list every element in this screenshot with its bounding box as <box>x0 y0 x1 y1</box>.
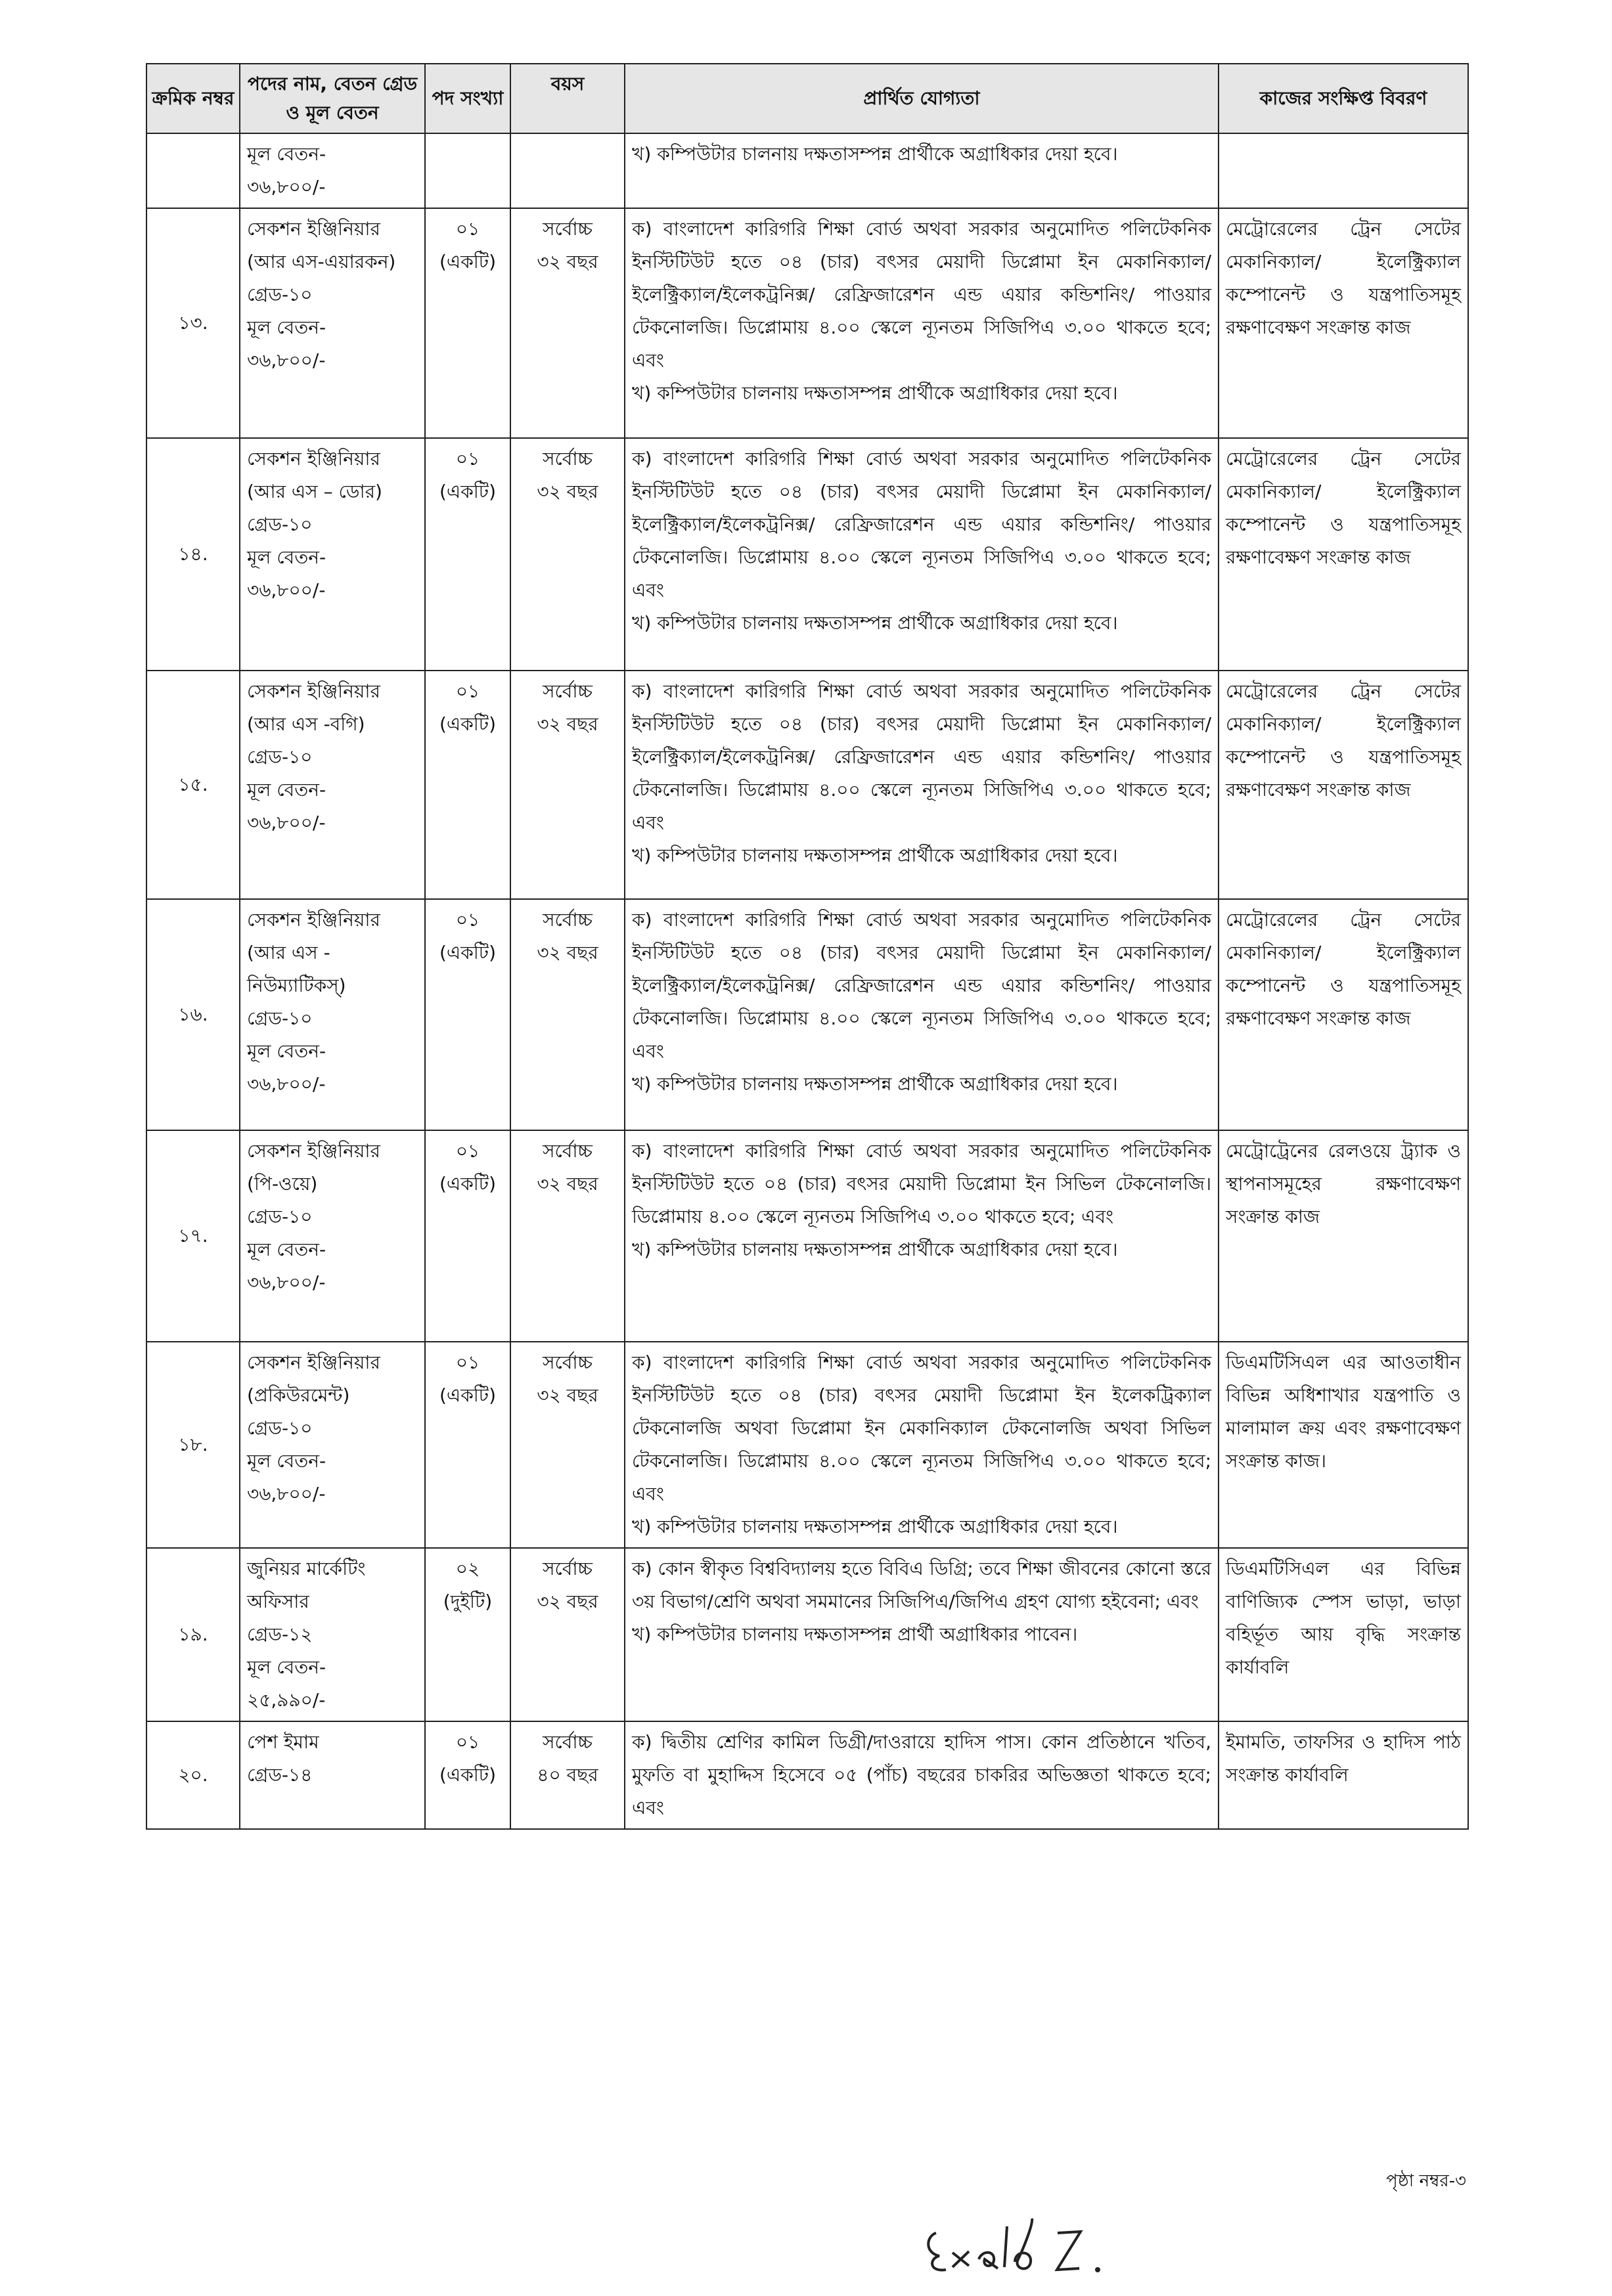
cell-count-line: (দুইটি) <box>443 1591 493 1612</box>
cell-count <box>425 671 510 899</box>
cell-count <box>425 1721 510 1829</box>
cell-age <box>510 1342 625 1548</box>
cell-post-line: (আর এস – ডোর) <box>247 481 382 502</box>
cell-post-line: সেকশন ইঞ্জিনিয়ার <box>247 680 380 702</box>
cell-age-line: সর্বোচ্চ <box>543 448 593 470</box>
cell-age <box>510 1548 625 1721</box>
cell-qualification-line: ক) বাংলাদেশ কারিগরি শিক্ষা বোর্ড অথবা সরকার অনুমোদিত পলিটেকনিক ইনস্টিটিউট হতে ০৪ (চার) বৎসর মেয়াদী ডিপ্লোমা ইন মেকানিক্যাল/ ইলেক্ট্রিক্যাল/ইলেকট্রনিক্স/ রেফ্রিজারেশন এন্ড এয়ার কন্ডিশনিং/ পাওয়ার টেকনোলজি। ডিপ্লোমায় ৪.০০ স্কেলে ন্যূনতম সিজিপিএ ৩.০০ থাকতে হবে; এবং <box>632 218 1211 371</box>
cell-count-line: ০১ <box>455 1352 480 1373</box>
table-row <box>146 438 1468 671</box>
cell-description: ইমামতি, তাফসির ও হাদিস পাঠ সংক্রান্ত কার্যাবলি <box>1219 1721 1468 1829</box>
cell-post-line: ৩৬,৮০০/- <box>247 812 326 833</box>
cell-age-line: সর্বোচ্চ <box>543 1731 593 1753</box>
cell-description: ডিএমটিসিএল এর আওতাধীন বিভিন্ন অধিশাখার যন্ত্রপাতি ও মালামাল ক্রয় এবং রক্ষণাবেক্ষণ সংক্রান্ত কাজ। <box>1219 1342 1468 1548</box>
cell-description <box>1219 133 1468 208</box>
cell-count <box>425 1342 510 1548</box>
cell-post-line: গ্রেড-১৪ <box>247 1764 313 1786</box>
table-body <box>146 133 1468 1829</box>
cell-qualification-line: খ) কম্পিউটার চালনায় দক্ষতাসম্পন্ন প্রার্থীকে অগ্রাধিকার দেয়া হবে। <box>632 612 1118 634</box>
cell-qualification <box>625 438 1219 671</box>
cell-qualification-line: ক) বাংলাদেশ কারিগরি শিক্ষা বোর্ড অথবা সরকার অনুমোদিত পলিটেকনিক ইনস্টিটিউট হতে ০৪ (চার) বৎসর মেয়াদী ডিপ্লোমা ইন সিভিল টেকনোলজি। ডিপ্লোমায় ৪.০০ স্কেলে ন্যূনতম সিজিপিএ ৩.০০ থাকতে হবে; এবং <box>632 1140 1211 1227</box>
cell-count <box>425 1548 510 1721</box>
table-row <box>146 1548 1468 1721</box>
cell-age <box>510 133 625 208</box>
job-requirements-table <box>146 63 1469 1830</box>
job-table-sheet <box>146 63 1467 1830</box>
cell-count-line: ০২ <box>455 1558 480 1579</box>
cell-age-line: সর্বোচ্চ <box>543 218 593 240</box>
cell-description: মেট্রোরেলের ট্রেন সেটের মেকানিক্যাল/ ইলেক্ট্রিক্যাল কম্পোনেন্ট ও যন্ত্রপাতিসমূহ রক্ষণাবেক্ষণ সংক্রান্ত কাজ <box>1219 899 1468 1130</box>
cell-count-line: (একটি) <box>439 1173 496 1195</box>
cell-qualification <box>625 899 1219 1130</box>
cell-post-line: সেকশন ইঞ্জিনিয়ার <box>247 1352 380 1373</box>
cell-post <box>240 1548 425 1721</box>
cell-count-line: ০১ <box>455 448 480 470</box>
cell-post-line: পেশ ইমাম <box>247 1731 319 1753</box>
cell-age <box>510 438 625 671</box>
header-age: বয়স <box>510 64 625 133</box>
cell-post-line: মূল বেতন- <box>247 1656 326 1678</box>
cell-post-line: ৩৬,৮০০/- <box>247 1271 326 1293</box>
cell-post-line: অফিসার <box>247 1591 309 1612</box>
cell-qualification <box>625 671 1219 899</box>
cell-description: মেট্রোরেলের ট্রেন সেটের মেকানিক্যাল/ ইলেক্ট্রিক্যাল কম্পোনেন্ট ও যন্ত্রপাতিসমূহ রক্ষণাবেক্ষণ সংক্রান্ত কাজ <box>1219 671 1468 899</box>
cell-qualification-line: খ) কম্পিউটার চালনায় দক্ষতাসম্পন্ন প্রার্থীকে অগ্রাধিকার দেয়া হবে। <box>632 1073 1118 1095</box>
cell-qualification <box>625 133 1219 208</box>
header-count: পদ সংখ্যা <box>425 64 510 133</box>
cell-qualification-line: খ) কম্পিউটার চালনায় দক্ষতাসম্পন্ন প্রার্থীকে অগ্রাধিকার দেয়া হবে। <box>632 143 1118 165</box>
cell-post-line: গ্রেড-১০ <box>247 284 313 305</box>
cell-post-line: ৩৬,৮০০/- <box>247 349 326 371</box>
cell-count-line: (একটি) <box>439 942 496 963</box>
cell-serial <box>146 133 240 208</box>
cell-post <box>240 1342 425 1548</box>
cell-count <box>425 1130 510 1342</box>
cell-post-line: ২৫,৯৯০/- <box>247 1689 326 1711</box>
cell-post-line: গ্রেড-১০ <box>247 746 313 768</box>
cell-post <box>240 208 425 438</box>
cell-post-line: মূল বেতন- <box>247 1040 326 1062</box>
cell-qualification-line: ক) কোন স্বীকৃত বিশ্ববিদ্যালয় হতে বিবিএ ডিগ্রি; তবে শিক্ষা জীবনের কোনো স্তরে ৩য় বিভাগ/শ্রেণি অথবা সমমানের সিজিপিএ/জিপিএ গ্রহণ যোগ্য হইবেনা; এবং <box>632 1558 1211 1612</box>
cell-count-line: (একটি) <box>439 713 496 735</box>
cell-post-line: সেকশন ইঞ্জিনিয়ার <box>247 1140 380 1162</box>
cell-serial: ২০. <box>146 1721 240 1829</box>
cell-qualification-line: ক) দ্বিতীয় শ্রেণির কামিল ডিগ্রী/দাওরায়ে হাদিস পাস। কোন প্রতিষ্ঠানে খতিব, মুফতি বা মুহাদ্দিস হিসেবে ০৫ (পাঁচ) বছরের চাকরির অভিজ্ঞতা থাকতে হবে; এবং <box>632 1731 1211 1819</box>
cell-post-line: সেকশন ইঞ্জিনিয়ার <box>247 909 380 931</box>
table-header-row <box>146 64 1468 133</box>
cell-post-line: জুনিয়র মার্কেটিং <box>247 1558 366 1579</box>
cell-post-line: মূল বেতন- <box>247 546 326 568</box>
cell-qualification-line: ক) বাংলাদেশ কারিগরি শিক্ষা বোর্ড অথবা সরকার অনুমোদিত পলিটেকনিক ইনস্টিটিউট হতে ০৪ (চার) বৎসর মেয়াদী ডিপ্লোমা ইন মেকানিক্যাল/ ইলেক্ট্রিক্যাল/ইলেকট্রনিক্স/ রেফ্রিজারেশন এন্ড এয়ার কন্ডিশনিং/ পাওয়ার টেকনোলজি। ডিপ্লোমায় ৪.০০ স্কেলে ন্যূনতম সিজিপিএ ৩.০০ থাকতে হবে; এবং <box>632 680 1211 833</box>
cell-serial: ১৩. <box>146 208 240 438</box>
cell-post <box>240 133 425 208</box>
cell-age-line: সর্বোচ্চ <box>543 909 593 931</box>
cell-serial: ১৮. <box>146 1342 240 1548</box>
cell-post <box>240 438 425 671</box>
header-description: কাজের সংক্ষিপ্ত বিবরণ <box>1219 64 1468 133</box>
cell-post <box>240 899 425 1130</box>
table-row <box>146 1130 1468 1342</box>
header-qualification: প্রার্থিত যোগ্যতা <box>625 64 1219 133</box>
signature <box>916 2207 1133 2279</box>
cell-post-line: (আর এস -বগি) <box>247 713 365 735</box>
cell-post-line: (আর এস-এয়ারকন) <box>247 251 396 273</box>
cell-description: মেট্রোরেলের ট্রেন সেটের মেকানিক্যাল/ ইলেক্ট্রিক্যাল কম্পোনেন্ট ও যন্ত্রপাতিসমূহ রক্ষণাবেক্ষণ সংক্রান্ত কাজ <box>1219 208 1468 438</box>
cell-count-line: ০১ <box>455 218 480 240</box>
cell-age-line: ৩২ বছর <box>537 1384 598 1406</box>
cell-count-line: (একটি) <box>439 481 496 502</box>
cell-qualification-line: খ) কম্পিউটার চালনায় দক্ষতাসম্পন্ন প্রার্থী অগ্রাধিকার পাবেন। <box>632 1623 1078 1645</box>
cell-qualification <box>625 208 1219 438</box>
cell-description: মেট্রোট্রেনের রেলওয়ে ট্র্যাক ও স্থাপনাসমূহের রক্ষণাবেক্ষণ সংক্রান্ত কাজ <box>1219 1130 1468 1342</box>
cell-qualification-line: খ) কম্পিউটার চালনায় দক্ষতাসম্পন্ন প্রার্থীকে অগ্রাধিকার দেয়া হবে। <box>632 1516 1118 1537</box>
cell-qualification-line: খ) কম্পিউটার চালনায় দক্ষতাসম্পন্ন প্রার্থীকে অগ্রাধিকার দেয়া হবে। <box>632 382 1118 404</box>
cell-age-line: সর্বোচ্চ <box>543 1558 593 1579</box>
header-serial: ক্রমিক নম্বর <box>146 64 240 133</box>
cell-count-line: ০১ <box>455 909 480 931</box>
cell-post-line: ৩৬,৮০০/- <box>247 1073 326 1095</box>
cell-age-line: সর্বোচ্চ <box>543 680 593 702</box>
cell-serial: ১৯. <box>146 1548 240 1721</box>
cell-age-line: ৩২ বছর <box>537 942 598 963</box>
table-row <box>146 899 1468 1130</box>
cell-serial: ১৭. <box>146 1130 240 1342</box>
cell-count <box>425 899 510 1130</box>
cell-serial: ১৬. <box>146 899 240 1130</box>
table-row <box>146 671 1468 899</box>
cell-post-line: মূল বেতন- <box>247 1239 326 1260</box>
table-row <box>146 208 1468 438</box>
cell-post-line: (পি-ওয়ে) <box>247 1173 318 1195</box>
cell-post-line: নিউম্যাটিকস্) <box>247 975 346 996</box>
cell-qualification <box>625 1130 1219 1342</box>
cell-post-line: মূল বেতন- <box>247 317 326 338</box>
cell-post-line: ৩৬,৮০০/- <box>247 176 326 198</box>
table-row <box>146 1342 1468 1548</box>
table-row <box>146 133 1468 208</box>
cell-post-line: গ্রেড-১০ <box>247 514 313 535</box>
cell-post-line: গ্রেড-১০ <box>247 1007 313 1029</box>
cell-age-line: ৩২ বছর <box>537 713 598 735</box>
cell-age <box>510 1130 625 1342</box>
cell-count-line: (একটি) <box>439 251 496 273</box>
cell-age-line: ৩২ বছর <box>537 251 598 273</box>
cell-qualification <box>625 1342 1219 1548</box>
cell-age-line: ৩২ বছর <box>537 1591 598 1612</box>
cell-post-line: সেকশন ইঞ্জিনিয়ার <box>247 448 380 470</box>
cell-post-line: (আর এস - <box>247 942 330 963</box>
cell-post-line: গ্রেড-১২ <box>247 1623 313 1645</box>
cell-post-line: (প্রকিউরমেন্ট) <box>247 1384 350 1406</box>
cell-count-line: (একটি) <box>439 1384 496 1406</box>
cell-description: মেট্রোরেলের ট্রেন সেটের মেকানিক্যাল/ ইলেক্ট্রিক্যাল কম্পোনেন্ট ও যন্ত্রপাতিসমূহ রক্ষণাবেক্ষণ সংক্রান্ত কাজ <box>1219 438 1468 671</box>
cell-qualification-line: ক) বাংলাদেশ কারিগরি শিক্ষা বোর্ড অথবা সরকার অনুমোদিত পলিটেকনিক ইনস্টিটিউট হতে ০৪ (চার) বৎসর মেয়াদী ডিপ্লোমা ইন মেকানিক্যাল/ ইলেক্ট্রিক্যাল/ইলেকট্রনিক্স/ রেফ্রিজারেশন এন্ড এয়ার কন্ডিশনিং/ পাওয়ার টেকনোলজি। ডিপ্লোমায় ৪.০০ স্কেলে ন্যূনতম সিজিপিএ ৩.০০ থাকতে হবে; এবং <box>632 909 1211 1062</box>
cell-qualification-line: খ) কম্পিউটার চালনায় দক্ষতাসম্পন্ন প্রার্থীকে অগ্রাধিকার দেয়া হবে। <box>632 845 1118 866</box>
cell-post-line: মূল বেতন- <box>247 143 326 165</box>
cell-post <box>240 671 425 899</box>
cell-post-line: গ্রেড-১০ <box>247 1206 313 1227</box>
cell-count-line: ০১ <box>455 680 480 702</box>
cell-qualification-line: ক) বাংলাদেশ কারিগরি শিক্ষা বোর্ড অথবা সরকার অনুমোদিত পলিটেকনিক ইনস্টিটিউট হতে ০৪ (চার) বৎসর মেয়াদী ডিপ্লোমা ইন ইলেকট্রিক্যাল টেকনোলজি অথবা ডিপ্লোমা ইন মেকানিক্যাল টেকনোলজি অথবা সিভিল টেকনোলজি। ডিপ্লোমায় ৪.০০ স্কেলে ন্যূনতম সিজিপিএ ৩.০০ থাকতে হবে; এবং <box>632 1352 1211 1505</box>
cell-description: ডিএমটিসিএল এর বিভিন্ন বাণিজ্যিক স্পেস ভাড়া, ভাড়া বহির্ভূত আয় বৃদ্ধি সংক্রান্ত কার্যাবলি <box>1219 1548 1468 1721</box>
cell-post <box>240 1721 425 1829</box>
cell-age <box>510 208 625 438</box>
cell-age-line: ৪০ বছর <box>537 1764 598 1786</box>
cell-count-line: (একটি) <box>439 1764 496 1786</box>
cell-count-line: ০১ <box>455 1140 480 1162</box>
page-number: পৃষ্ঠা নম্বর-৩ <box>1386 2171 1466 2191</box>
cell-post-line: ৩৬,৮০০/- <box>247 1483 326 1505</box>
cell-post-line: ৩৬,৮০০/- <box>247 579 326 601</box>
cell-post-line: মূল বেতন- <box>247 1450 326 1472</box>
cell-post-line: মূল বেতন- <box>247 779 326 801</box>
cell-post-line: গ্রেড-১০ <box>247 1417 313 1439</box>
cell-age <box>510 899 625 1130</box>
cell-age <box>510 1721 625 1829</box>
cell-post <box>240 1130 425 1342</box>
cell-serial: ১৪. <box>146 438 240 671</box>
cell-age <box>510 671 625 899</box>
cell-qualification <box>625 1548 1219 1721</box>
cell-count <box>425 208 510 438</box>
cell-age-line: সর্বোচ্চ <box>543 1352 593 1373</box>
cell-qualification <box>625 1721 1219 1829</box>
cell-count <box>425 438 510 671</box>
cell-qualification-line: খ) কম্পিউটার চালনায় দক্ষতাসম্পন্ন প্রার্থীকে অগ্রাধিকার দেয়া হবে। <box>632 1239 1118 1260</box>
cell-age-line: ৩২ বছর <box>537 481 598 502</box>
cell-age-line: ৩২ বছর <box>537 1173 598 1195</box>
cell-serial: ১৫. <box>146 671 240 899</box>
cell-count-line: ০১ <box>455 1731 480 1753</box>
cell-age-line: সর্বোচ্চ <box>543 1140 593 1162</box>
header-post: পদের নাম, বেতন গ্রেড ও মূল বেতন <box>240 64 425 133</box>
cell-post-line: সেকশন ইঞ্জিনিয়ার <box>247 218 380 240</box>
cell-qualification-line: ক) বাংলাদেশ কারিগরি শিক্ষা বোর্ড অথবা সরকার অনুমোদিত পলিটেকনিক ইনস্টিটিউট হতে ০৪ (চার) বৎসর মেয়াদী ডিপ্লোমা ইন মেকানিক্যাল/ ইলেক্ট্রিক্যাল/ইলেকট্রনিক্স/ রেফ্রিজারেশন এন্ড এয়ার কন্ডিশনিং/ পাওয়ার টেকনোলজি। ডিপ্লোমায় ৪.০০ স্কেলে ন্যূনতম সিজিপিএ ৩.০০ থাকতে হবে; এবং <box>632 448 1211 601</box>
cell-count <box>425 133 510 208</box>
table-row <box>146 1721 1468 1829</box>
